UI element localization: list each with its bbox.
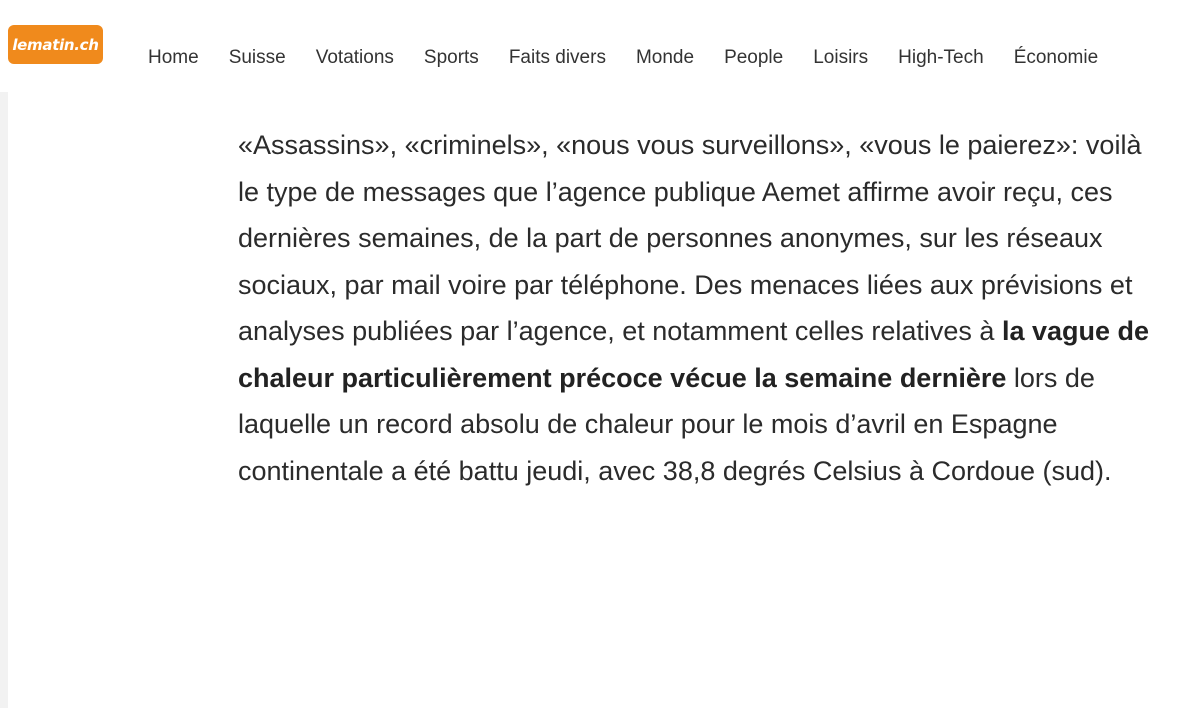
site-logo[interactable] xyxy=(8,25,103,64)
main-nav xyxy=(133,44,1113,72)
site-header xyxy=(0,0,1188,92)
article-text-intro: «Assassins», «criminels», «nous vous surveillons», «vous le paierez»: voilà le type de messages que l’agence publique Aemet affirme avoir reçu, ces dernières semaines, de la part de personnes anonymes, sur les réseaux sociaux, par mail voire par téléphone. Des menaces liées aux prévisions et analyses publiées par l’agence, et notamment celles relatives à xyxy=(238,130,1142,346)
nav-item-high-tech[interactable]: High-Tech xyxy=(898,47,984,68)
nav-item-faits-divers[interactable]: Faits divers xyxy=(508,47,606,68)
nav-item-people[interactable]: People xyxy=(724,47,784,68)
nav-item-home[interactable]: Home xyxy=(148,47,199,68)
site-logo-text: lematin.ch xyxy=(12,35,99,54)
nav-item-monde[interactable]: Monde xyxy=(635,47,695,68)
nav-item-economie[interactable]: Économie xyxy=(1013,47,1099,68)
left-rail xyxy=(0,92,8,708)
article-text-highlight: la vague de chaleur particulièrement précoce vécue la semaine dernière xyxy=(238,316,1150,393)
nav-item-loisirs[interactable]: Loisirs xyxy=(813,47,869,68)
article-paragraph xyxy=(238,122,1158,494)
nav-item-suisse[interactable]: Suisse xyxy=(228,47,286,68)
nav-item-sports[interactable]: Sports xyxy=(423,47,479,68)
article-text-outro: lors de laquelle un record absolu de chaleur pour le mois d’avril en Espagne continentale a été battu jeudi, avec 38,8 degrés Celsius à Cordoue (sud). xyxy=(238,362,1112,486)
nav-item-votations[interactable]: Votations xyxy=(315,47,394,68)
